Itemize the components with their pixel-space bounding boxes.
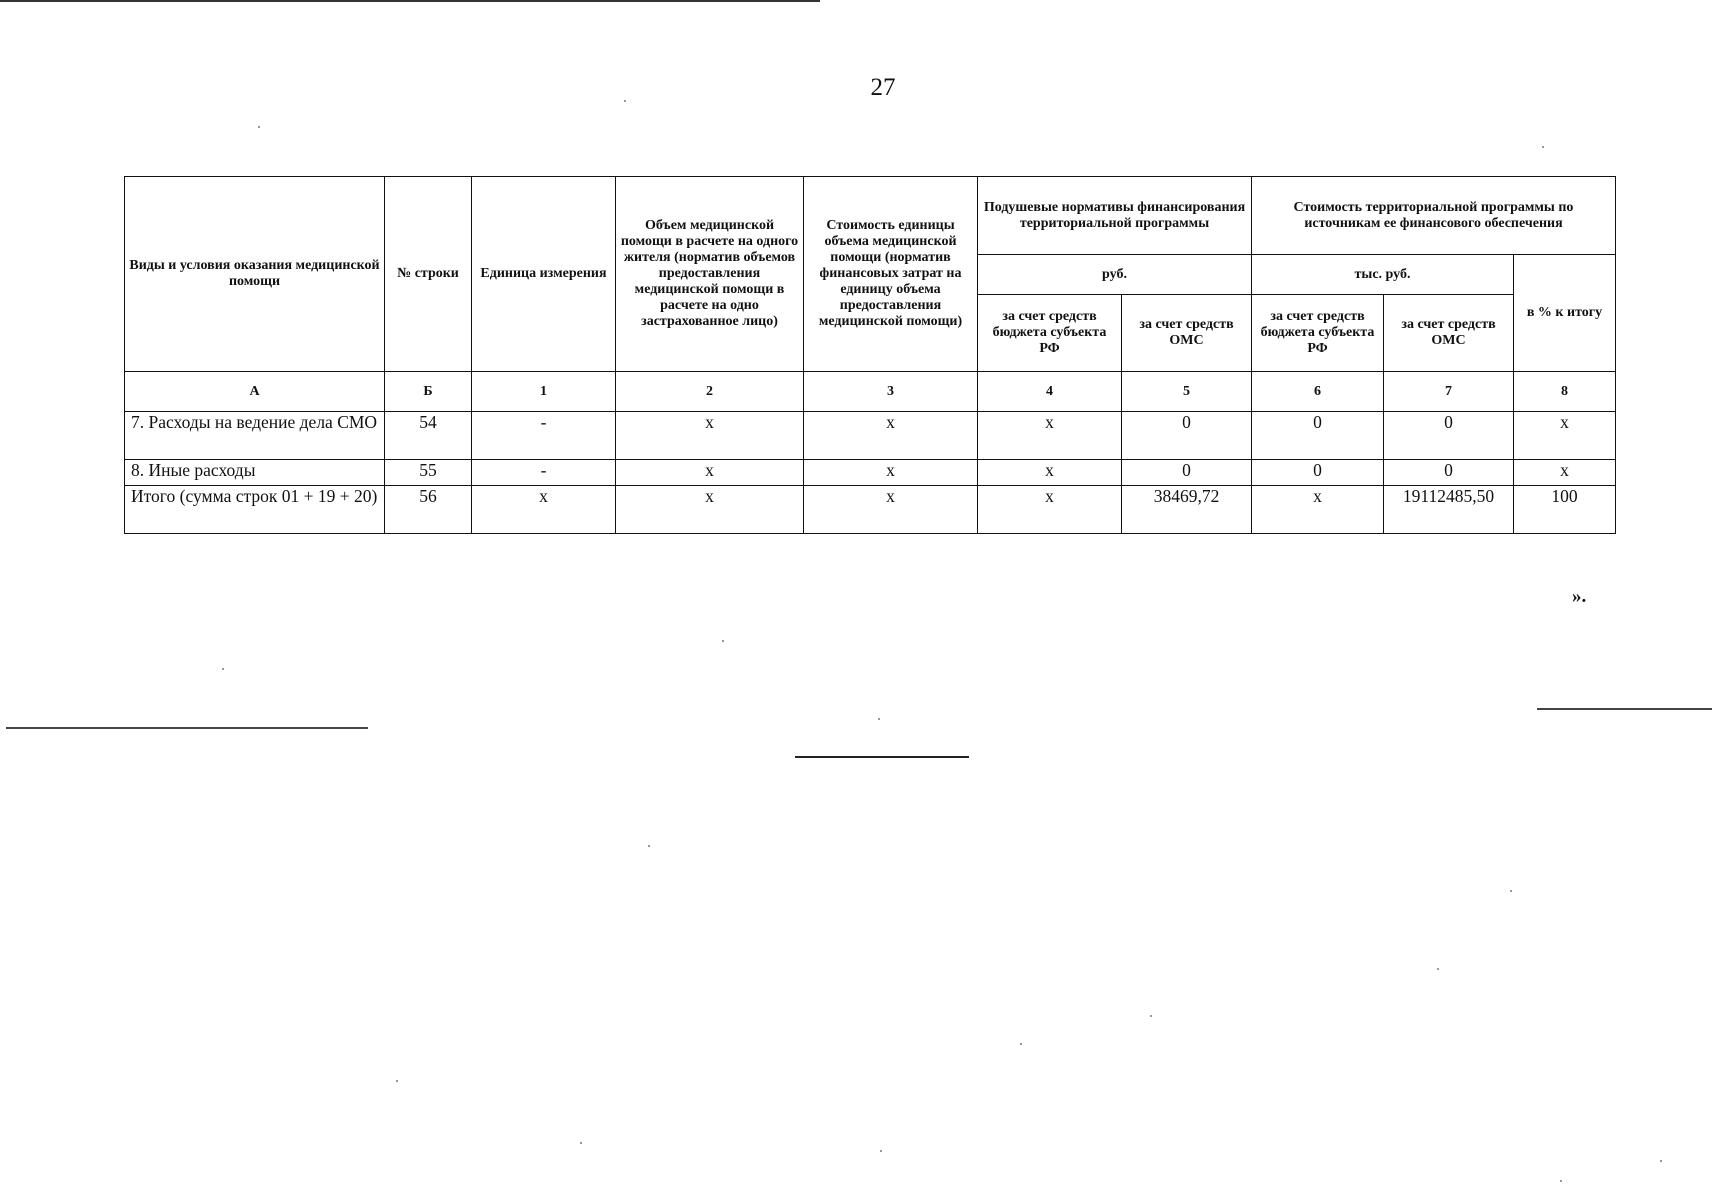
table-cell: - <box>472 460 616 486</box>
table-row <box>125 412 1616 460</box>
scan-artifact-right-line <box>1537 708 1712 710</box>
header-per-capita: Подушевые нормативы финансирования территориальной программы <box>978 177 1252 255</box>
table-cell: - <box>472 412 616 460</box>
page-number: 27 <box>870 74 896 101</box>
table-cell: х <box>978 486 1122 534</box>
table-cell: 0 <box>1122 412 1252 460</box>
header-budget-subject-4: за счет средств бюджета субъекта РФ <box>978 295 1122 372</box>
header-program-cost: Стоимость территориальной программы по источникам ее финансового обеспечения <box>1252 177 1616 255</box>
table-cell: х <box>616 412 804 460</box>
scan-speck <box>222 668 224 670</box>
table-cell: х <box>616 460 804 486</box>
header-row-1 <box>125 177 1616 255</box>
header-oms-5: за счет средств ОМС <box>1122 295 1252 372</box>
row-number: 56 <box>385 486 472 534</box>
closing-quote-mark: ». <box>1572 586 1587 607</box>
scan-speck <box>1542 146 1544 148</box>
index-cell: 7 <box>1384 372 1514 412</box>
table-cell: х <box>1514 460 1616 486</box>
header-percent: в % к итогу <box>1514 255 1616 372</box>
scan-speck <box>396 1080 398 1082</box>
row-number: 55 <box>385 460 472 486</box>
table-row-total <box>125 486 1616 534</box>
header-rub: руб. <box>978 255 1252 295</box>
scan-speck <box>648 845 650 847</box>
table-cell: 19112485,50 <box>1384 486 1514 534</box>
table-row <box>125 460 1616 486</box>
index-cell: 6 <box>1252 372 1384 412</box>
scan-speck <box>1510 890 1512 892</box>
scan-speck <box>1020 1043 1022 1045</box>
table-cell: х <box>804 412 978 460</box>
row-label: 7. Расходы на ведение дела СМО <box>125 412 385 460</box>
scan-speck <box>878 718 880 720</box>
header-unit: Единица измерения <box>472 177 616 372</box>
table-cell: х <box>1252 486 1384 534</box>
scan-speck <box>1660 1160 1662 1162</box>
row-label: 8. Иные расходы <box>125 460 385 486</box>
header-types: Виды и условия оказания медицинской помощи <box>125 177 385 372</box>
table-cell: 0 <box>1384 460 1514 486</box>
table-cell: 0 <box>1252 460 1384 486</box>
scan-speck <box>1560 1180 1562 1182</box>
header-thous-rub: тыс. руб. <box>1252 255 1514 295</box>
index-cell: 4 <box>978 372 1122 412</box>
scan-speck <box>880 1150 882 1152</box>
table-cell: х <box>616 486 804 534</box>
index-cell: 2 <box>616 372 804 412</box>
row-label: Итого (сумма строк 01 + 19 + 20) <box>125 486 385 534</box>
scan-speck <box>722 640 724 642</box>
index-cell: А <box>125 372 385 412</box>
table-cell: х <box>978 412 1122 460</box>
table-cell: х <box>804 486 978 534</box>
financing-table <box>124 176 1616 534</box>
header-oms-7: за счет средств ОМС <box>1384 295 1514 372</box>
scan-speck <box>1437 968 1439 970</box>
table-cell: х <box>978 460 1122 486</box>
header-budget-subject-6: за счет средств бюджета субъекта РФ <box>1252 295 1384 372</box>
scan-artifact-top-line <box>0 0 820 2</box>
table-cell: 0 <box>1384 412 1514 460</box>
header-volume: Объем медицинской помощи в расчете на одного жителя (норматив объемов предоставления медицинской помощи в расчете на одно застрахованное лицо) <box>616 177 804 372</box>
table-cell: х <box>804 460 978 486</box>
index-cell: 1 <box>472 372 616 412</box>
scan-artifact-left-line <box>6 727 368 729</box>
scan-speck <box>1150 1015 1152 1017</box>
header-row-no: № строки <box>385 177 472 372</box>
table-cell: 100 <box>1514 486 1616 534</box>
separator-line <box>795 756 969 758</box>
table-cell: 0 <box>1122 460 1252 486</box>
header-cost-unit: Стоимость единицы объема медицинской помощи (норматив финансовых затрат на единицу объема предоставления медицинской помощи) <box>804 177 978 372</box>
table-cell: 38469,72 <box>1122 486 1252 534</box>
table-cell: 0 <box>1252 412 1384 460</box>
scan-speck <box>258 126 260 128</box>
table-cell: х <box>472 486 616 534</box>
row-number: 54 <box>385 412 472 460</box>
index-cell: 5 <box>1122 372 1252 412</box>
column-index-row <box>125 372 1616 412</box>
index-cell: Б <box>385 372 472 412</box>
scan-speck <box>580 1142 582 1144</box>
index-cell: 8 <box>1514 372 1616 412</box>
scan-speck <box>624 100 626 102</box>
table-cell: х <box>1514 412 1616 460</box>
index-cell: 3 <box>804 372 978 412</box>
